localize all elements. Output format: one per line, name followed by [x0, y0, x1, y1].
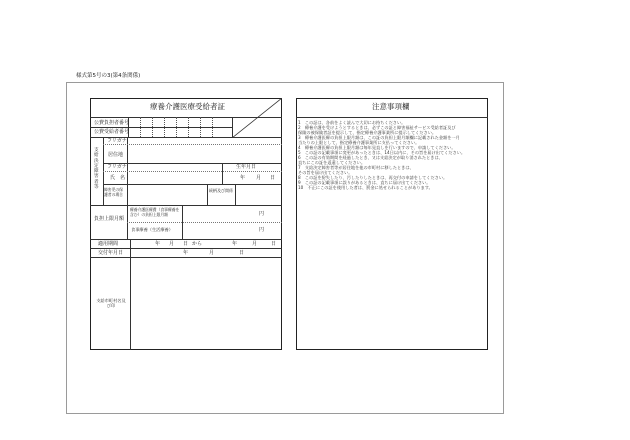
notes-line: 5 この証の記載事項に変更があったときは、14日以内に、その旨を届け出てください。: [298, 150, 466, 155]
meal-label: 食事療養（生活療養）: [131, 227, 173, 232]
payer-number-label: 公費負担者番号: [94, 120, 130, 126]
municipality-label: 支給市町村名及び印: [96, 298, 126, 309]
divider: [127, 222, 282, 223]
validity-from-year: 年: [155, 241, 161, 247]
validity-to-month: 月: [252, 241, 258, 247]
validity-from-day: 日: [183, 241, 189, 247]
digit-divider: [188, 117, 189, 137]
divider: [103, 171, 282, 172]
validity-to-year: 年: [232, 241, 238, 247]
diagonal-strike: [232, 98, 282, 138]
care-burden-label: 療養介護医療費（食事療養を含む）の負担上限月額: [130, 207, 180, 217]
divider: [90, 248, 282, 249]
divider: [207, 184, 208, 205]
notes-title: 注意事項欄: [372, 102, 410, 111]
notes-line: 9 この証の記載事項に誤りがあるときは、直ちに届け出てください。: [298, 180, 431, 185]
digit-divider: [212, 117, 213, 137]
notes-line: 2 療養介護を受けようとするときは、必ずこの証と障害福祉サービス受給者証及び: [298, 125, 456, 130]
validity-from-month: 月: [169, 241, 175, 247]
notes-line: 4 療養介護医療の負担上限月額は毎年見直しを行いますので、申請してください。: [298, 145, 456, 150]
recipient-number-label: 公費受給者番号: [94, 129, 130, 135]
divider: [90, 205, 282, 206]
notes-line: 直ちにこの証を返還してください。: [298, 160, 366, 165]
notes-line: 1 この証は、各前をよく読んで大切にお持ちください。: [298, 120, 406, 125]
divider: [90, 127, 232, 128]
divider: [90, 257, 282, 258]
notes-line: 6 この証の有効期間を経過したとき、又は支給決定が取り消されたときは、: [298, 155, 443, 160]
notes-line: 保険の被保険者証を提示して、指定療養介護事業所に提示してください。: [298, 130, 437, 135]
burden-limit-label: 負担上限月額: [94, 216, 125, 222]
issue-date-label: 交付年月日: [98, 250, 124, 256]
furigana-label: フリガナ: [107, 138, 127, 144]
notes-line: 7 支給決定障害者等が居住地を他の市町村に移したときは、: [298, 165, 414, 170]
form-number: 様式第5号の3(第4条関係): [76, 73, 141, 79]
issue-month: 月: [209, 250, 215, 256]
relation-label: 続柄及び関係: [209, 188, 233, 193]
issue-year: 年: [183, 250, 189, 256]
notes-line: 8 この証を紛失したり、汚したりしたときは、再交付の申請をしてください。: [298, 175, 448, 180]
divider: [222, 163, 223, 184]
meal-yen-label: 円: [259, 227, 265, 233]
certificate-title: 療養介護医療受給者証: [150, 102, 225, 111]
digit-divider: [176, 117, 177, 137]
year-label: 年: [240, 175, 246, 181]
notes-line: 当たりの上限として、指定療養介護事業所に支払ってください。: [298, 140, 420, 145]
validity-to-day: 日: [271, 241, 277, 247]
name-label: 氏 名: [110, 175, 126, 181]
notes-line: その旨を届け出てください。: [298, 170, 353, 175]
divider: [296, 117, 488, 118]
validity-from-label: から: [192, 241, 203, 247]
month-label: 月: [256, 175, 262, 181]
day-label: 日: [270, 175, 276, 181]
address-label: 居住地: [108, 152, 124, 158]
digit-divider: [140, 117, 141, 137]
issue-day: 日: [239, 250, 245, 256]
care-yen-label: 円: [259, 211, 265, 217]
digit-divider: [164, 117, 165, 137]
digit-divider: [200, 117, 201, 137]
validity-label: 適用期間: [98, 241, 119, 247]
side-label: 支給決定障害者等: [94, 148, 99, 190]
divider: [235, 184, 236, 205]
divider: [103, 144, 282, 145]
divider: [130, 239, 131, 350]
notes-line: 10 不正にこの証を使用した者は、罰金に処せられることがあります。: [298, 185, 433, 190]
divider: [232, 117, 233, 137]
notes-line: 3 療養介護医療の負担上限月額は、この証の負担上限月額欄に記載された金額を一月: [298, 135, 460, 140]
disabled-child-label: 障害児の保護者の場合: [104, 187, 123, 197]
divider: [103, 184, 282, 185]
divider: [90, 239, 282, 240]
digit-divider: [152, 117, 153, 137]
furigana2-label: フリガナ: [107, 164, 127, 170]
birth-date-label: 生年月日: [236, 164, 257, 170]
